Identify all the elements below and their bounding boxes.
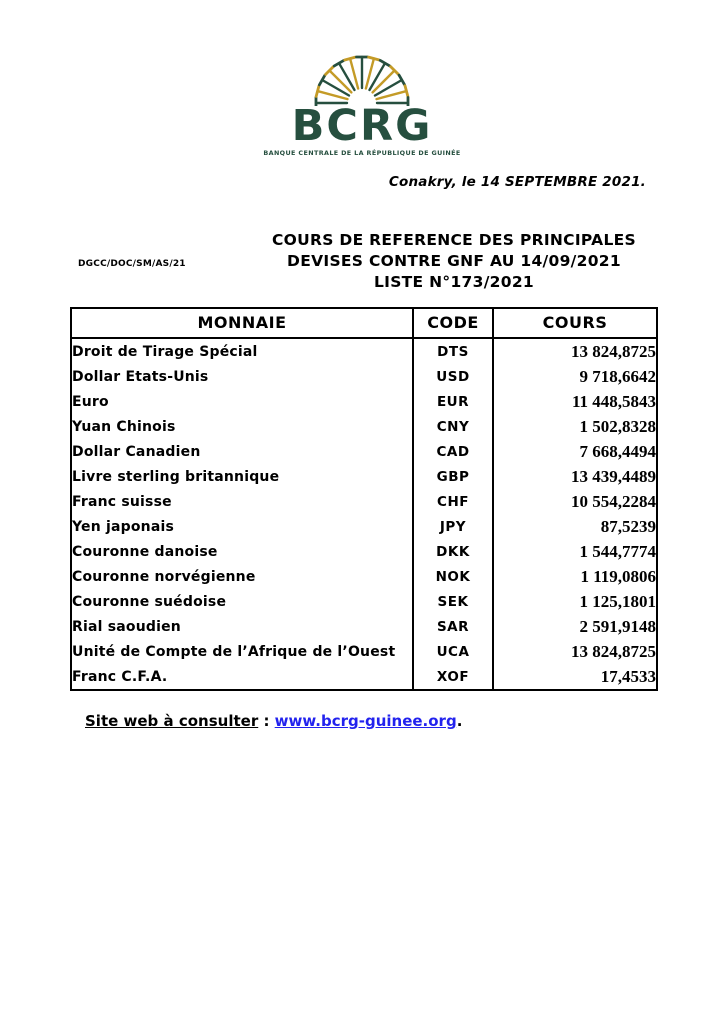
table-row [71,464,657,489]
currency-code-cell: SAR [413,614,493,639]
date-line: Conakry, le 14 SEPTEMBRE 2021. [388,174,646,190]
currency-rate-cell: 2 591,9148 [493,614,657,639]
currency-code-cell: EUR [413,389,493,414]
website-link[interactable]: www.bcrg-guinee.org [274,712,457,730]
bcrg-logo-acronym: BCRG [291,101,433,151]
currency-name-cell: Yuan Chinois [71,414,413,439]
currency-rate-cell: 17,4533 [493,664,657,690]
website-label: Site web à consulter [85,712,259,730]
currency-rate-cell: 13 824,8725 [493,338,657,364]
currency-code-cell: CHF [413,489,493,514]
currency-code-cell: DTS [413,338,493,364]
title-line-2: DEVISES CONTRE GNF AU 14/09/2021 [287,252,621,270]
currency-code-cell: SEK [413,589,493,614]
table-row [71,514,657,539]
website-suffix: . [456,712,463,730]
table-row [71,614,657,639]
table-row [71,489,657,514]
bcrg-logo-rays-icon [287,46,437,106]
currency-code-cell: GBP [413,464,493,489]
table-row [71,639,657,664]
table-row [71,389,657,414]
currency-code-cell: XOF [413,664,493,690]
currency-rate-cell: 10 554,2284 [493,489,657,514]
table-row [71,564,657,589]
currency-code-cell: UCA [413,639,493,664]
currency-code-cell: NOK [413,564,493,589]
table-row [71,664,657,690]
currency-name-cell: Dollar Canadien [71,439,413,464]
document-title [248,230,660,293]
currency-name-cell: Euro [71,389,413,414]
currency-name-cell: Couronne suédoise [71,589,413,614]
table-row [71,364,657,389]
currency-rate-cell: 1 125,1801 [493,589,657,614]
currency-code-cell: CNY [413,414,493,439]
currency-rate-cell: 1 502,8328 [493,414,657,439]
currency-name-cell: Unité de Compte de l’Afrique de l’Ouest [71,639,413,664]
bcrg-logo [0,46,724,157]
currency-rate-cell: 1 119,0806 [493,564,657,589]
currency-name-cell: Dollar Etats-Unis [71,364,413,389]
currency-rate-cell: 13 439,4489 [493,464,657,489]
currency-code-cell: CAD [413,439,493,464]
header-monnaie: MONNAIE [71,308,413,338]
currency-rate-cell: 9 718,6642 [493,364,657,389]
table-row [71,439,657,464]
rates-table-body [71,338,657,690]
table-row [71,539,657,564]
title-line-3: LISTE N°173/2021 [373,273,535,291]
currency-name-cell: Franc suisse [71,489,413,514]
header-cours: COURS [493,308,657,338]
title-line-1: COURS DE REFERENCE DES PRINCIPALES [272,231,636,249]
currency-rate-cell: 87,5239 [493,514,657,539]
document-reference: DGCC/DOC/SM/AS/21 [78,259,186,269]
currency-code-cell: USD [413,364,493,389]
currency-rate-cell: 1 544,7774 [493,539,657,564]
currency-name-cell: Droit de Tirage Spécial [71,338,413,364]
currency-name-cell: Yen japonais [71,514,413,539]
header-code: CODE [413,308,493,338]
currency-name-cell: Rial saoudien [71,614,413,639]
table-row [71,414,657,439]
currency-name-cell: Couronne norvégienne [71,564,413,589]
currency-rate-cell: 7 668,4494 [493,439,657,464]
table-row [71,589,657,614]
currency-rate-cell: 11 448,5843 [493,389,657,414]
table-header-row [71,308,657,338]
currency-name-cell: Franc C.F.A. [71,664,413,690]
website-separator: : [258,712,275,730]
bcrg-logo-tagline: BANQUE CENTRALE DE LA RÉPUBLIQUE DE GUINÉE [263,149,461,157]
table-row [71,338,657,364]
currency-rate-cell: 13 824,8725 [493,639,657,664]
currency-name-cell: Livre sterling britannique [71,464,413,489]
currency-name-cell: Couronne danoise [71,539,413,564]
website-line [85,712,462,730]
currency-code-cell: DKK [413,539,493,564]
currency-code-cell: JPY [413,514,493,539]
exchange-rates-table [70,307,658,691]
